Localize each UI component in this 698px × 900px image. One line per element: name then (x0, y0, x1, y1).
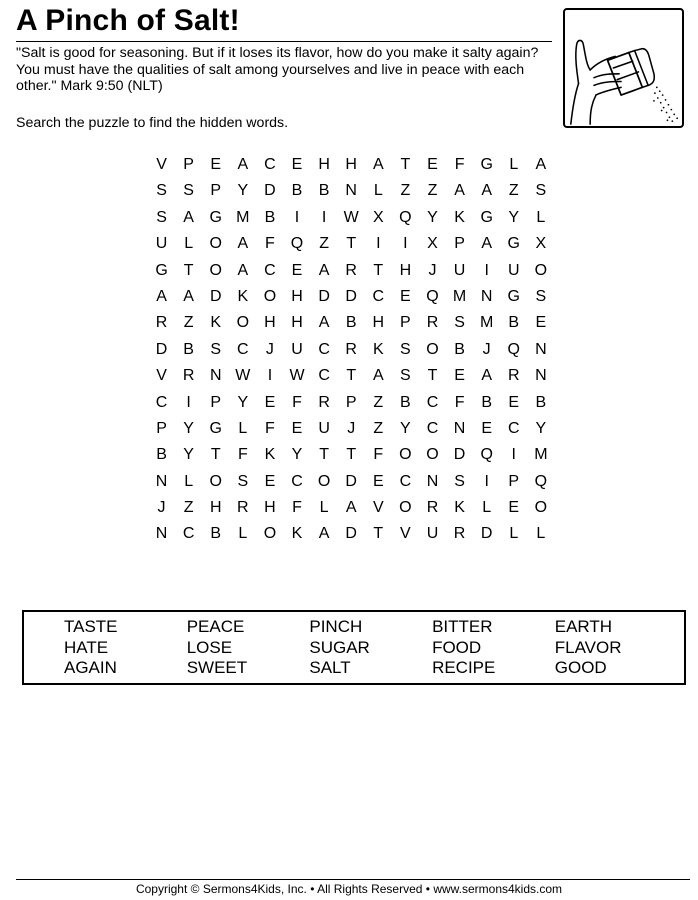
puzzle-letter[interactable]: S (237, 472, 249, 490)
puzzle-letter[interactable]: O (534, 261, 548, 279)
puzzle-letter[interactable]: L (536, 525, 546, 543)
puzzle-letter[interactable]: X (535, 235, 547, 253)
puzzle-letter[interactable]: Z (400, 182, 411, 200)
puzzle-letter[interactable]: W (235, 367, 251, 385)
puzzle-letter[interactable]: O (426, 446, 439, 464)
puzzle-letter[interactable]: Z (319, 235, 329, 253)
puzzle-letter[interactable]: M (452, 287, 467, 305)
puzzle-letter[interactable]: I (511, 446, 516, 464)
puzzle-letter[interactable]: N (535, 367, 547, 385)
puzzle-letter[interactable]: N (209, 367, 222, 385)
puzzle-letter[interactable]: H (291, 287, 303, 305)
word-list-item: SUGAR (309, 637, 370, 657)
puzzle-letter[interactable]: O (209, 261, 222, 279)
puzzle-letter[interactable]: T (400, 156, 411, 173)
puzzle-letter[interactable]: M (534, 446, 548, 464)
puzzle-letter[interactable]: D (209, 287, 222, 305)
puzzle-letter[interactable]: L (238, 525, 248, 543)
puzzle-letter[interactable]: B (291, 182, 303, 200)
puzzle-letter[interactable]: N (155, 472, 168, 490)
puzzle-letter[interactable]: E (400, 287, 411, 305)
puzzle-letter[interactable]: N (426, 472, 439, 490)
puzzle-letter[interactable]: A (237, 156, 249, 173)
puzzle-letter[interactable]: B (535, 393, 547, 411)
puzzle-letter[interactable]: J (428, 261, 437, 279)
puzzle-letter[interactable]: R (182, 367, 195, 385)
puzzle-letter[interactable]: Y (508, 208, 520, 226)
puzzle-letter[interactable]: S (156, 182, 167, 200)
hand-holding-salt-shaker-icon (563, 8, 684, 128)
puzzle-letter[interactable]: D (453, 446, 466, 464)
puzzle-letter[interactable]: F (265, 419, 275, 437)
puzzle-letter[interactable]: N (535, 340, 547, 358)
puzzle-letter[interactable]: S (400, 340, 411, 358)
puzzle-letter[interactable]: Y (237, 182, 249, 200)
puzzle-letter[interactable]: U (507, 261, 520, 279)
puzzle-letter[interactable]: H (264, 499, 276, 517)
puzzle-letter[interactable]: P (156, 419, 167, 437)
puzzle-letter[interactable]: T (427, 367, 438, 385)
puzzle-letter[interactable]: N (155, 525, 168, 543)
puzzle-letter[interactable]: R (453, 525, 466, 543)
puzzle-letter[interactable]: E (291, 419, 303, 437)
puzzle-letter[interactable]: Q (480, 446, 493, 464)
puzzle-letter[interactable]: D (345, 472, 357, 490)
puzzle-letter[interactable]: Z (373, 393, 384, 411)
puzzle-letter[interactable]: Z (427, 182, 438, 200)
word-list-item: BITTER (432, 617, 493, 636)
puzzle-letter[interactable]: R (237, 499, 249, 517)
puzzle-letter[interactable]: E (372, 472, 384, 490)
puzzle-letter[interactable]: A (372, 367, 384, 385)
puzzle-letter[interactable]: I (186, 393, 191, 411)
puzzle-letter[interactable]: X (427, 235, 438, 253)
puzzle-letter[interactable]: C (318, 340, 330, 358)
puzzle-letter[interactable]: E (291, 261, 303, 279)
puzzle-letter[interactable]: G (480, 208, 493, 226)
puzzle-letter[interactable]: F (237, 446, 248, 464)
puzzle-letter[interactable]: O (399, 446, 412, 464)
puzzle-letter[interactable]: F (265, 235, 275, 253)
puzzle-letter[interactable]: B (345, 314, 357, 332)
puzzle-letter[interactable]: H (399, 261, 412, 279)
puzzle-letter[interactable]: B (210, 525, 222, 543)
puzzle-letter[interactable]: C (264, 156, 276, 173)
puzzle-letter[interactable]: J (482, 340, 491, 358)
puzzle-letter[interactable]: E (264, 472, 276, 490)
puzzle-letter[interactable]: C (372, 287, 385, 305)
puzzle-letter[interactable]: O (209, 235, 222, 253)
word-list-item: FLAVOR (554, 637, 622, 657)
puzzle-letter[interactable]: A (535, 156, 547, 173)
puzzle-letter[interactable]: H (372, 314, 385, 332)
puzzle-letter[interactable]: P (508, 472, 520, 490)
puzzle-letter[interactable]: I (403, 235, 408, 253)
puzzle-letter[interactable]: A (345, 499, 357, 517)
puzzle-letter[interactable]: R (345, 340, 357, 358)
puzzle-letter[interactable]: M (236, 208, 250, 226)
puzzle-letter[interactable]: N (480, 287, 493, 305)
word-list-item: SWEET (186, 658, 248, 677)
puzzle-letter[interactable]: L (184, 472, 194, 490)
puzzle-letter[interactable]: G (209, 419, 222, 437)
puzzle-letter[interactable]: Z (183, 499, 194, 517)
puzzle-letter[interactable]: O (209, 472, 222, 490)
puzzle-letter[interactable]: L (536, 208, 546, 226)
puzzle-letter[interactable]: G (507, 235, 520, 253)
puzzle-letter[interactable]: V (400, 525, 411, 543)
puzzle-letter[interactable]: C (399, 472, 412, 490)
puzzle-letter[interactable]: C (237, 340, 249, 358)
puzzle-letter[interactable]: D (480, 525, 493, 543)
puzzle-letter[interactable]: W (343, 208, 359, 226)
puzzle-letter[interactable]: A (156, 287, 167, 305)
puzzle-letter[interactable]: I (484, 472, 489, 490)
puzzle-letter[interactable]: O (317, 472, 331, 490)
puzzle-letter[interactable]: A (454, 182, 465, 200)
puzzle-letter[interactable]: X (372, 208, 384, 226)
puzzle-letter[interactable]: T (183, 261, 194, 279)
puzzle-letter[interactable]: F (292, 499, 302, 517)
puzzle-letter[interactable]: W (289, 367, 305, 385)
puzzle-letter[interactable]: V (156, 367, 167, 385)
puzzle-letter[interactable]: C (426, 419, 439, 437)
puzzle-letter[interactable]: I (321, 208, 327, 226)
puzzle-letter[interactable]: T (346, 367, 357, 385)
worksheet-title: A Pinch of Salt! (16, 4, 240, 37)
puzzle-letter[interactable]: S (400, 367, 411, 385)
word-list-item: SALT (309, 658, 351, 677)
puzzle-letter[interactable]: E (535, 314, 547, 332)
puzzle-letter[interactable]: J (157, 499, 166, 517)
puzzle-letter[interactable]: E (291, 156, 303, 173)
puzzle-letter[interactable]: D (155, 340, 168, 358)
instructions-text: Search the puzzle to find the hidden words. (16, 115, 289, 131)
word-list-item: FOOD (432, 637, 482, 657)
puzzle-letter[interactable]: F (292, 393, 302, 411)
puzzle-letter[interactable]: A (183, 287, 194, 305)
puzzle-letter[interactable]: K (237, 287, 249, 305)
puzzle-letter[interactable]: H (209, 499, 222, 517)
puzzle-letter[interactable]: Q (534, 472, 548, 490)
word-list-item: AGAIN (64, 658, 117, 677)
puzzle-letter[interactable]: F (454, 156, 465, 173)
puzzle-letter[interactable]: H (345, 156, 357, 173)
word-list-item: PINCH (309, 617, 363, 636)
puzzle-letter[interactable]: A (318, 525, 330, 543)
puzzle-letter[interactable]: I (267, 367, 273, 385)
puzzle-letter[interactable]: S (454, 314, 465, 332)
puzzle-letter[interactable]: A (481, 235, 492, 253)
title-divider (16, 41, 552, 42)
puzzle-letter[interactable]: O (263, 287, 277, 305)
word-list-box (22, 610, 686, 685)
puzzle-letter[interactable]: D (264, 182, 276, 200)
puzzle-letter[interactable]: P (454, 235, 465, 253)
puzzle-letter[interactable]: A (318, 314, 330, 332)
puzzle-letter[interactable]: F (454, 393, 465, 411)
puzzle-letter[interactable]: E (508, 393, 520, 411)
puzzle-letter[interactable]: U (318, 419, 330, 437)
puzzle-letter[interactable]: F (373, 446, 384, 464)
puzzle-letter[interactable]: O (236, 314, 250, 332)
puzzle-letter[interactable]: E (427, 156, 438, 173)
puzzle-letter[interactable]: C (264, 261, 276, 279)
puzzle-letter[interactable]: L (319, 499, 329, 517)
puzzle-letter[interactable]: T (346, 235, 357, 253)
puzzle-letter[interactable]: Y (400, 419, 411, 437)
puzzle-letter[interactable]: L (238, 419, 248, 437)
puzzle-letter[interactable]: E (264, 393, 276, 411)
puzzle-letter[interactable]: Y (427, 208, 438, 226)
puzzle-letter[interactable]: I (376, 235, 381, 253)
puzzle-letter[interactable]: L (184, 235, 194, 253)
puzzle-letter[interactable]: K (291, 525, 303, 543)
puzzle-letter[interactable]: P (210, 393, 222, 411)
puzzle-letter[interactable]: U (291, 340, 303, 358)
puzzle-letter[interactable]: A (481, 182, 492, 200)
puzzle-letter[interactable]: Q (507, 340, 520, 358)
puzzle-letter[interactable]: U (453, 261, 466, 279)
puzzle-letter[interactable]: P (210, 182, 222, 200)
puzzle-letter[interactable]: B (454, 340, 465, 358)
word-list-item: RECIPE (432, 658, 496, 677)
puzzle-letter[interactable]: K (454, 208, 465, 226)
puzzle-letter[interactable]: C (291, 472, 303, 490)
puzzle-letter[interactable]: Q (426, 287, 439, 305)
puzzle-letter[interactable]: G (480, 156, 493, 173)
puzzle-letter[interactable]: R (155, 314, 168, 332)
puzzle-letter[interactable]: S (535, 182, 547, 200)
puzzle-letter[interactable]: A (237, 261, 249, 279)
puzzle-letter[interactable]: Q (290, 235, 304, 253)
puzzle-letter[interactable]: R (345, 261, 357, 279)
footer-divider (16, 879, 690, 880)
puzzle-letter[interactable]: N (345, 182, 357, 200)
puzzle-letter[interactable]: T (210, 446, 221, 464)
puzzle-letter[interactable]: R (426, 314, 439, 332)
puzzle-letter[interactable]: O (263, 525, 277, 543)
puzzle-letter[interactable]: H (291, 314, 303, 332)
puzzle-letter[interactable]: R (426, 499, 439, 517)
puzzle-letter[interactable]: Q (399, 208, 412, 226)
puzzle-letter[interactable]: B (264, 208, 276, 226)
word-list-item: LOSE (186, 637, 233, 657)
puzzle-letter[interactable]: P (345, 393, 357, 411)
puzzle-letter[interactable]: E (508, 499, 520, 517)
puzzle-letter[interactable]: N (453, 419, 466, 437)
puzzle-letter[interactable]: T (373, 525, 384, 543)
scripture-verse: "Salt is good for seasoning. But if it loses its flavor, how do you make it salty again? You must have the qualities of salt among yourselves and live in peace with each other." Mark 9:50 (NLT) (16, 45, 539, 94)
word-list-item: PEACE (186, 617, 245, 636)
puzzle-letter[interactable]: U (155, 235, 168, 253)
puzzle-letter[interactable]: H (318, 156, 330, 173)
puzzle-letter[interactable]: E (481, 419, 492, 437)
word-list (64, 617, 677, 679)
copyright-footer: Copyright © Sermons4Kids, Inc. • All Rights Reserved • www.sermons4kids.com (135, 882, 563, 896)
puzzle-letter[interactable]: D (318, 287, 330, 305)
puzzle-letter[interactable]: A (318, 261, 330, 279)
puzzle-letter[interactable]: B (481, 393, 492, 411)
puzzle-letter[interactable]: G (155, 261, 168, 279)
puzzle-letter[interactable]: L (509, 525, 519, 543)
puzzle-letter[interactable]: Y (237, 393, 249, 411)
puzzle-letter[interactable]: T (373, 261, 384, 279)
puzzle-letter[interactable]: S (454, 472, 465, 490)
puzzle-letter[interactable]: P (400, 314, 411, 332)
puzzle-letter[interactable]: E (210, 156, 222, 173)
puzzle-letter[interactable]: A (372, 156, 384, 173)
puzzle-letter[interactable]: O (399, 499, 412, 517)
puzzle-letter[interactable]: A (481, 367, 492, 385)
puzzle-letter[interactable]: U (426, 525, 439, 543)
puzzle-letter[interactable]: T (319, 446, 329, 464)
puzzle-letter[interactable]: S (210, 340, 222, 358)
word-list-item: HATE (64, 637, 109, 657)
puzzle-letter[interactable]: J (265, 340, 274, 358)
puzzle-letter[interactable]: D (345, 525, 357, 543)
puzzle-letter[interactable]: R (507, 367, 520, 385)
puzzle-letter[interactable]: C (155, 393, 168, 411)
puzzle-letter[interactable]: D (345, 287, 357, 305)
puzzle-letter[interactable]: K (264, 446, 276, 464)
puzzle-letter[interactable]: B (508, 314, 520, 332)
puzzle-letter[interactable]: C (318, 367, 330, 385)
puzzle-letter[interactable]: C (507, 419, 520, 437)
puzzle-letter[interactable]: K (210, 314, 222, 332)
puzzle-letter[interactable]: Z (373, 419, 384, 437)
puzzle-letter[interactable]: S (183, 182, 194, 200)
puzzle-letter[interactable]: T (346, 446, 357, 464)
puzzle-letter[interactable]: A (237, 235, 249, 253)
puzzle-letter[interactable]: L (509, 156, 519, 173)
puzzle-letter[interactable]: L (482, 499, 492, 517)
puzzle-letter[interactable]: Y (183, 446, 194, 464)
word-search-grid[interactable] (148, 152, 554, 548)
puzzle-letter[interactable]: K (372, 340, 384, 358)
puzzle-letter[interactable]: G (209, 208, 222, 226)
puzzle-letter[interactable]: O (534, 499, 548, 517)
puzzle-letter[interactable]: C (426, 393, 439, 411)
puzzle-letter[interactable]: M (480, 314, 494, 332)
puzzle-letter[interactable]: E (454, 367, 465, 385)
puzzle-letter[interactable]: B (318, 182, 330, 200)
puzzle-letter[interactable]: I (484, 261, 489, 279)
puzzle-letter[interactable]: K (454, 499, 465, 517)
puzzle-letter[interactable]: C (182, 525, 195, 543)
puzzle-letter[interactable]: V (372, 499, 384, 517)
puzzle-letter[interactable]: B (400, 393, 411, 411)
puzzle-letter[interactable]: I (294, 208, 300, 226)
puzzle-letter[interactable]: Z (183, 314, 194, 332)
puzzle-letter[interactable]: S (156, 208, 167, 226)
puzzle-letter[interactable]: S (535, 287, 547, 305)
puzzle-letter[interactable]: J (347, 419, 356, 437)
puzzle-letter[interactable]: H (264, 314, 276, 332)
puzzle-letter[interactable]: Y (183, 419, 194, 437)
puzzle-letter[interactable]: B (156, 446, 167, 464)
puzzle-letter[interactable]: A (183, 208, 194, 226)
puzzle-letter[interactable]: V (156, 156, 167, 173)
puzzle-letter[interactable]: P (183, 156, 194, 173)
puzzle-letter[interactable]: L (373, 182, 383, 200)
puzzle-letter[interactable]: B (183, 340, 194, 358)
word-list-item: EARTH (554, 617, 613, 636)
puzzle-letter[interactable]: Z (508, 182, 519, 200)
puzzle-letter[interactable]: R (318, 393, 330, 411)
word-list-item: GOOD (554, 658, 607, 677)
puzzle-letter[interactable]: Y (535, 419, 547, 437)
puzzle-letter[interactable]: O (426, 340, 439, 358)
puzzle-letter[interactable]: G (507, 287, 520, 305)
puzzle-letter[interactable]: Y (291, 446, 303, 464)
word-list-item: TASTE (64, 617, 118, 636)
